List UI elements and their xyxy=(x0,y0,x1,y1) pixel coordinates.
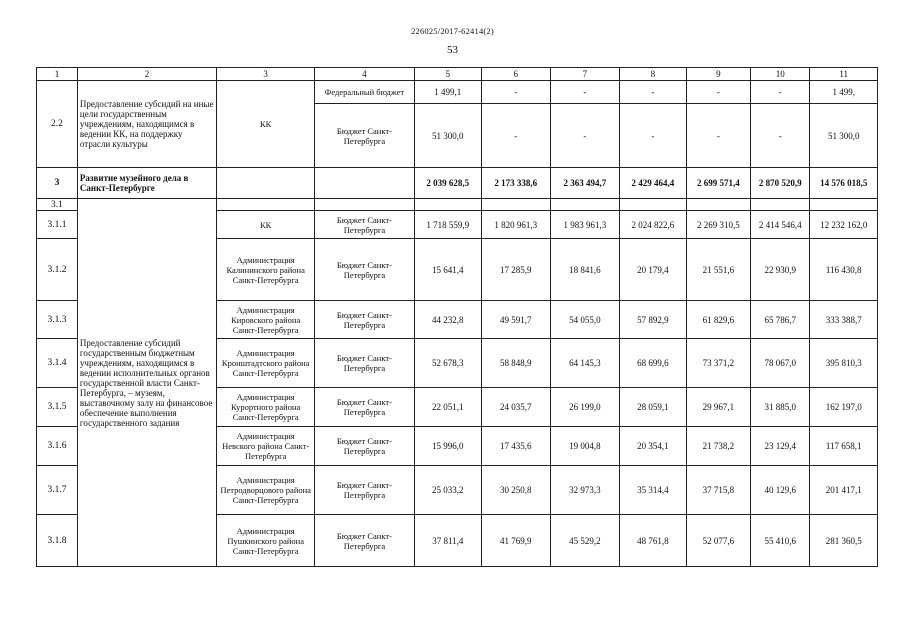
value-cell: 52 678,3 xyxy=(414,339,482,388)
value-cell: 116 430,8 xyxy=(810,239,878,301)
value-cell: 17 435,6 xyxy=(482,427,551,466)
value-cell xyxy=(620,199,687,211)
executor-cell: Администрация Петродворцового района Санкт-Петербурга xyxy=(217,466,315,515)
value-cell: 40 129,6 xyxy=(751,466,810,515)
value-cell: - xyxy=(686,104,750,168)
executor-cell: Администрация Пушкинского района Санкт-Петербурга xyxy=(217,515,315,567)
value-cell: 64 145,3 xyxy=(550,339,620,388)
value-cell: - xyxy=(751,81,810,104)
executor-cell: Администрация Курортного района Санкт-Петербурга xyxy=(217,388,315,427)
value-cell xyxy=(414,199,482,211)
funding-source: Бюджет Санкт-Петербурга xyxy=(315,427,414,466)
value-cell: 24 035,7 xyxy=(482,388,551,427)
row-title: Предоставление субсидий на иные цели государственным учреждениям, находящимся в ведении КК, на поддержку отрасли культуры xyxy=(77,81,216,168)
row-number: 3.1.5 xyxy=(37,388,78,427)
column-number: 5 xyxy=(414,68,482,81)
funding-source: Бюджет Санкт-Петербурга xyxy=(315,104,414,168)
executor-cell xyxy=(217,168,315,199)
funding-source xyxy=(315,199,414,211)
value-cell: 37 715,8 xyxy=(686,466,750,515)
value-cell: 48 761,8 xyxy=(620,515,687,567)
value-cell: 73 371,2 xyxy=(686,339,750,388)
value-cell: 17 285,9 xyxy=(482,239,551,301)
value-cell: 22 930,9 xyxy=(751,239,810,301)
value-cell: 1 983 961,3 xyxy=(550,211,620,239)
row-title: Развитие музейного дела в Санкт-Петербурге xyxy=(77,168,216,199)
funding-source: Бюджет Санкт-Петербурга xyxy=(315,339,414,388)
funding-source: Бюджет Санкт-Петербурга xyxy=(315,466,414,515)
executor-cell xyxy=(217,199,315,211)
value-cell: 201 417,1 xyxy=(810,466,878,515)
table-row xyxy=(37,168,878,199)
value-cell: 23 129,4 xyxy=(751,427,810,466)
value-cell: - xyxy=(550,81,620,104)
row-number: 3.1.4 xyxy=(37,339,78,388)
row-number: 3.1.6 xyxy=(37,427,78,466)
value-cell: 78 067,0 xyxy=(751,339,810,388)
value-cell: 2 173 338,6 xyxy=(482,168,551,199)
value-cell: 29 967,1 xyxy=(686,388,750,427)
value-cell: 2 429 464,4 xyxy=(620,168,687,199)
page-number: 53 xyxy=(447,44,458,56)
row-number: 3.1.7 xyxy=(37,466,78,515)
row-number: 3.1.3 xyxy=(37,301,78,339)
value-cell: - xyxy=(482,104,551,168)
value-cell: 68 699,6 xyxy=(620,339,687,388)
value-cell: 30 250,8 xyxy=(482,466,551,515)
executor-cell: КК xyxy=(217,211,315,239)
funding-source: Бюджет Санкт-Петербурга xyxy=(315,515,414,567)
value-cell: 2 414 546,4 xyxy=(751,211,810,239)
value-cell: 22 051,1 xyxy=(414,388,482,427)
value-cell: 28 059,1 xyxy=(620,388,687,427)
value-cell: 14 576 018,5 xyxy=(810,168,878,199)
value-cell: 1 718 559,9 xyxy=(414,211,482,239)
value-cell: - xyxy=(550,104,620,168)
value-cell: 58 848,9 xyxy=(482,339,551,388)
value-cell xyxy=(810,199,878,211)
value-cell: 44 232,8 xyxy=(414,301,482,339)
value-cell: 15 641,4 xyxy=(414,239,482,301)
column-number: 2 xyxy=(77,68,216,81)
value-cell xyxy=(686,199,750,211)
column-number: 4 xyxy=(315,68,414,81)
value-cell: 45 529,2 xyxy=(550,515,620,567)
value-cell: - xyxy=(686,81,750,104)
value-cell: 54 055,0 xyxy=(550,301,620,339)
value-cell: 1 499,1 xyxy=(414,81,482,104)
value-cell: 281 360,5 xyxy=(810,515,878,567)
value-cell: 19 004,8 xyxy=(550,427,620,466)
column-number: 10 xyxy=(751,68,810,81)
funding-source: Бюджет Санкт-Петербурга xyxy=(315,239,414,301)
executor-cell: Администрация Кировского района Санкт-Петербурга xyxy=(217,301,315,339)
value-cell xyxy=(482,199,551,211)
value-cell: - xyxy=(482,81,551,104)
value-cell: 51 300,0 xyxy=(414,104,482,168)
table-row xyxy=(37,199,878,211)
value-cell: 2 024 822,6 xyxy=(620,211,687,239)
value-cell: 15 996,0 xyxy=(414,427,482,466)
value-cell: 32 973,3 xyxy=(550,466,620,515)
row-number: 3.1.8 xyxy=(37,515,78,567)
value-cell: 65 786,7 xyxy=(751,301,810,339)
row-title: Предоставление субсидий государственным бюджетным учреждениям, находящимся в ведении исполнительных органов государственной власти Санкт-Петербурга, – музеям, выставочному залу на финансовое обеспечение выполнения государственного задания xyxy=(77,199,216,567)
column-number: 9 xyxy=(686,68,750,81)
row-number: 3.1 xyxy=(37,199,78,211)
value-cell: 20 179,4 xyxy=(620,239,687,301)
value-cell: 1 499, xyxy=(810,81,878,104)
value-cell: 52 077,6 xyxy=(686,515,750,567)
value-cell: 2 269 310,5 xyxy=(686,211,750,239)
value-cell: 41 769,9 xyxy=(482,515,551,567)
value-cell: 61 829,6 xyxy=(686,301,750,339)
value-cell xyxy=(550,199,620,211)
value-cell: 21 738,2 xyxy=(686,427,750,466)
document-id: 226025/2017-62414(2) xyxy=(411,26,494,36)
column-number: 7 xyxy=(550,68,620,81)
column-number: 3 xyxy=(217,68,315,81)
row-number: 3.1.2 xyxy=(37,239,78,301)
executor-cell: Администрация Калининского района Санкт-Петербурга xyxy=(217,239,315,301)
funding-source: Бюджет Санкт-Петербурга xyxy=(315,301,414,339)
executor-cell: Администрация Кронштадтского района Санкт-Петербурга xyxy=(217,339,315,388)
value-cell: 20 354,1 xyxy=(620,427,687,466)
row-number: 2.2 xyxy=(37,81,78,168)
value-cell: 31 885,0 xyxy=(751,388,810,427)
column-number: 1 xyxy=(37,68,78,81)
value-cell: 37 811,4 xyxy=(414,515,482,567)
funding-source: Бюджет Санкт-Петербурга xyxy=(315,211,414,239)
column-number: 11 xyxy=(810,68,878,81)
value-cell: 117 658,1 xyxy=(810,427,878,466)
value-cell: 49 591,7 xyxy=(482,301,551,339)
value-cell: 35 314,4 xyxy=(620,466,687,515)
value-cell: 55 410,6 xyxy=(751,515,810,567)
table-row xyxy=(37,81,878,104)
executor-cell: КК xyxy=(217,81,315,168)
value-cell: - xyxy=(620,81,687,104)
value-cell: 395 810,3 xyxy=(810,339,878,388)
value-cell: - xyxy=(620,104,687,168)
value-cell: 2 699 571,4 xyxy=(686,168,750,199)
column-number-row xyxy=(37,68,878,81)
value-cell: - xyxy=(751,104,810,168)
value-cell: 2 363 494,7 xyxy=(550,168,620,199)
budget-table xyxy=(36,67,878,567)
value-cell: 21 551,6 xyxy=(686,239,750,301)
column-number: 6 xyxy=(482,68,551,81)
value-cell: 2 039 628,5 xyxy=(414,168,482,199)
row-number: 3 xyxy=(37,168,78,199)
value-cell: 57 892,9 xyxy=(620,301,687,339)
row-number: 3.1.1 xyxy=(37,211,78,239)
value-cell: 2 870 520,9 xyxy=(751,168,810,199)
value-cell: 51 300,0 xyxy=(810,104,878,168)
executor-cell: Администрация Невского района Санкт-Петербурга xyxy=(217,427,315,466)
value-cell: 162 197,0 xyxy=(810,388,878,427)
value-cell: 18 841,6 xyxy=(550,239,620,301)
funding-source: Бюджет Санкт-Петербурга xyxy=(315,388,414,427)
funding-source: Федеральный бюджет xyxy=(315,81,414,104)
value-cell: 12 232 162,0 xyxy=(810,211,878,239)
value-cell xyxy=(751,199,810,211)
value-cell: 333 388,7 xyxy=(810,301,878,339)
value-cell: 25 033,2 xyxy=(414,466,482,515)
value-cell: 26 199,0 xyxy=(550,388,620,427)
funding-source xyxy=(315,168,414,199)
value-cell: 1 820 961,3 xyxy=(482,211,551,239)
column-number: 8 xyxy=(620,68,687,81)
